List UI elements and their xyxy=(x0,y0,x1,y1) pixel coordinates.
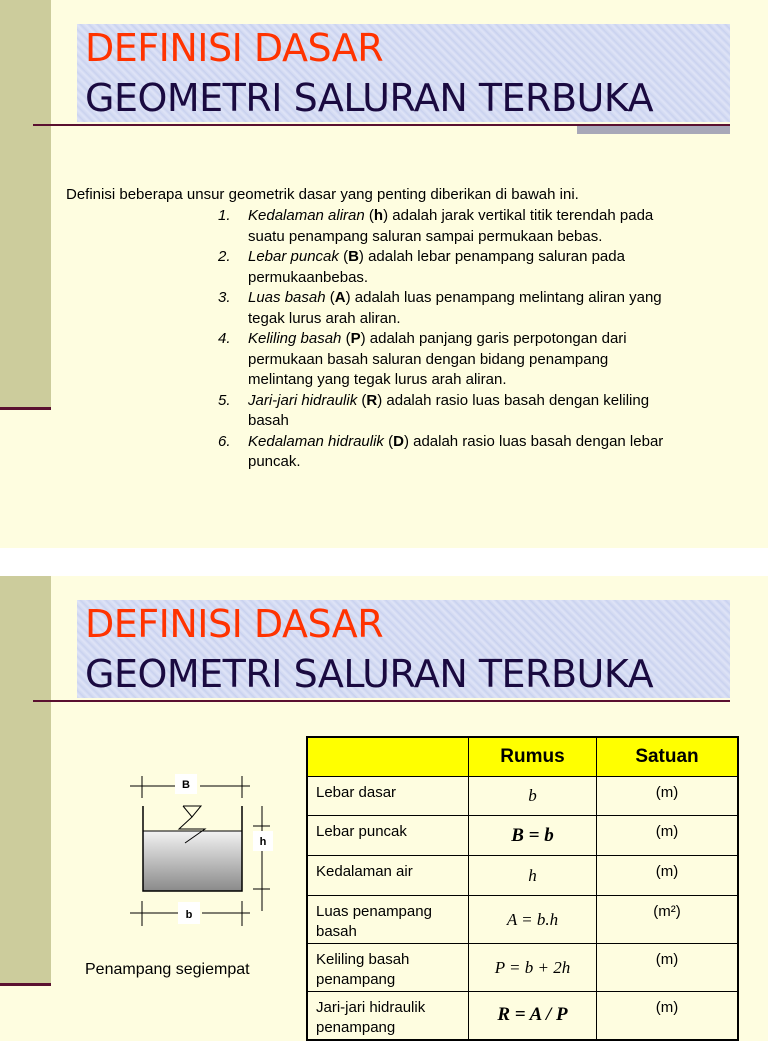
label-depth: h xyxy=(259,836,267,848)
label-bottom-width: b xyxy=(185,909,193,921)
term: Jari-jari hidraulik xyxy=(248,391,358,409)
title-line-2: GEOMETRI SALURAN TERBUKA xyxy=(85,652,654,696)
title-line-1: DEFINISI DASAR xyxy=(85,602,384,646)
symbol: h xyxy=(373,207,384,224)
water-body xyxy=(143,831,242,891)
text-b: permukaan basah saluran dengan bidang penampang melintang yang tegak lurus arah aliran. xyxy=(248,350,609,388)
row-formula xyxy=(469,896,597,944)
row-name xyxy=(307,777,469,816)
item-number: 2. xyxy=(218,248,231,265)
header-cell-rumus: Rumus xyxy=(469,737,597,777)
definition-item: 1. Kedalaman aliran (h) adalah jarak vertikal titik terendah pada suatu penampang saluran sampai permukaan bebas. xyxy=(218,207,654,245)
text-a: ) adalah panjang garis perpotongan dari xyxy=(360,330,627,347)
row-name xyxy=(307,992,469,1040)
row-name-text: Lebar dasar xyxy=(316,784,397,801)
row-name xyxy=(307,856,469,896)
row-name-text: Kedalaman air xyxy=(316,863,413,880)
row-formula xyxy=(469,992,597,1040)
title-line-2: GEOMETRI SALURAN TERBUKA xyxy=(85,76,654,120)
left-accent-line xyxy=(0,983,51,986)
title-rule xyxy=(33,700,730,702)
title-box xyxy=(77,24,730,122)
item-number: 3. xyxy=(218,289,231,306)
unit-text: (m) xyxy=(655,999,679,1016)
formula-text: R = A / P xyxy=(497,1004,568,1026)
symbol: A xyxy=(334,289,346,306)
row-unit xyxy=(597,944,739,992)
table-row xyxy=(307,896,738,944)
unit-text: (m²) xyxy=(653,903,681,920)
row-name xyxy=(307,896,469,944)
unit-text: (m) xyxy=(655,823,679,840)
unit-text: (m) xyxy=(655,951,679,968)
item-number: 6. xyxy=(218,432,231,450)
table-row xyxy=(307,777,738,816)
row-name-text: Lebar puncak xyxy=(316,823,407,840)
row-unit xyxy=(597,856,739,896)
text-b: basah xyxy=(248,412,289,429)
slide-2 xyxy=(0,576,768,1036)
item-number: 5. xyxy=(218,391,231,409)
definition-item: 3. Luas basah (A) adalah luas penampang melintang aliran yang tegak lurus arah aliran. xyxy=(218,289,662,327)
text-a: ) adalah lebar penampang saluran pada xyxy=(358,248,625,265)
title-line-1: DEFINISI DASAR xyxy=(85,26,384,70)
term: Keliling basah xyxy=(248,330,342,347)
text-b: puncak. xyxy=(248,453,301,470)
item-number: 4. xyxy=(218,330,231,347)
title-box xyxy=(77,600,730,698)
intro-text: Definisi beberapa unsur geometrik dasar yang penting diberikan di bawah ini. xyxy=(66,186,579,203)
term: Kedalaman aliran xyxy=(248,207,365,224)
row-name-text: Luas penampang basah xyxy=(316,903,432,940)
table-row xyxy=(307,816,738,856)
rectangular-channel-diagram xyxy=(125,771,275,941)
text-a: ) adalah rasio luas basah dengan keliling xyxy=(377,391,650,409)
row-formula xyxy=(469,856,597,896)
row-formula xyxy=(469,944,597,992)
diagram-caption: Penampang segiempat xyxy=(85,961,250,978)
table-row xyxy=(307,992,738,1040)
unit-text: (m) xyxy=(655,784,679,801)
row-name xyxy=(307,816,469,856)
water-surface-icon xyxy=(183,806,201,817)
slide-gap xyxy=(0,548,768,576)
definition-item: 2. Lebar puncak (B) adalah lebar penampang saluran pada permukaanbebas. xyxy=(218,248,625,286)
definition-item: 4. Keliling basah (P) adalah panjang garis perpotongan dari permukaan basah saluran dengan bidang penampang melintang yang tegak lurus arah aliran. xyxy=(218,329,738,391)
row-formula xyxy=(469,816,597,856)
row-formula xyxy=(469,777,597,816)
row-unit xyxy=(597,816,739,856)
row-unit xyxy=(597,992,739,1040)
left-accent-bar xyxy=(0,576,51,984)
left-accent-bar xyxy=(0,0,51,408)
text-a: ) adalah rasio luas basah dengan lebar xyxy=(403,432,664,450)
term: Luas basah xyxy=(248,289,326,306)
label-top-width: B xyxy=(182,779,190,791)
definition-list xyxy=(218,206,738,473)
symbol: D xyxy=(393,432,404,450)
row-unit xyxy=(597,777,739,816)
text-b: permukaanbebas. xyxy=(248,268,369,286)
text-a: ) adalah jarak vertikal titik terendah pada xyxy=(383,207,654,224)
formula-text: b xyxy=(528,786,537,805)
text-b: suatu penampang saluran sampai permukaan bebas. xyxy=(248,227,603,245)
formula-text: B = b xyxy=(511,824,554,846)
row-name-text: Keliling basah penampang xyxy=(316,951,410,988)
row-unit xyxy=(597,896,739,944)
table-header-row xyxy=(307,737,738,777)
definition-item: 6. Kedalaman hidraulik (D) adalah rasio luas basah dengan lebar puncak. xyxy=(218,432,664,470)
term: Lebar puncak xyxy=(248,248,339,265)
formula-text: A = b.h xyxy=(506,909,559,929)
title-rule-shadow xyxy=(577,126,730,134)
text-b: tegak lurus arah aliran. xyxy=(248,309,401,327)
unit-text: (m) xyxy=(655,863,679,880)
row-name-text: Jari-jari hidraulik penampang xyxy=(316,999,426,1036)
symbol: R xyxy=(366,391,378,409)
table-row xyxy=(307,944,738,992)
formula-text: h xyxy=(528,865,537,885)
item-number: 1. xyxy=(218,207,231,224)
formula-table xyxy=(306,736,739,1041)
header-cell-satuan: Satuan xyxy=(597,737,739,777)
row-name xyxy=(307,944,469,992)
left-accent-line xyxy=(0,407,51,410)
symbol: B xyxy=(348,248,359,265)
header-cell-empty xyxy=(307,737,469,777)
definition-item: 5. Jari-jari hidraulik (R) adalah rasio luas basah dengan keliling basah xyxy=(218,391,650,429)
text-a: ) adalah luas penampang melintang aliran yang xyxy=(345,289,662,306)
symbol: P xyxy=(350,330,361,347)
term: Kedalaman hidraulik xyxy=(248,432,384,450)
table-row xyxy=(307,856,738,896)
formula-text: P = b + 2h xyxy=(494,957,571,977)
